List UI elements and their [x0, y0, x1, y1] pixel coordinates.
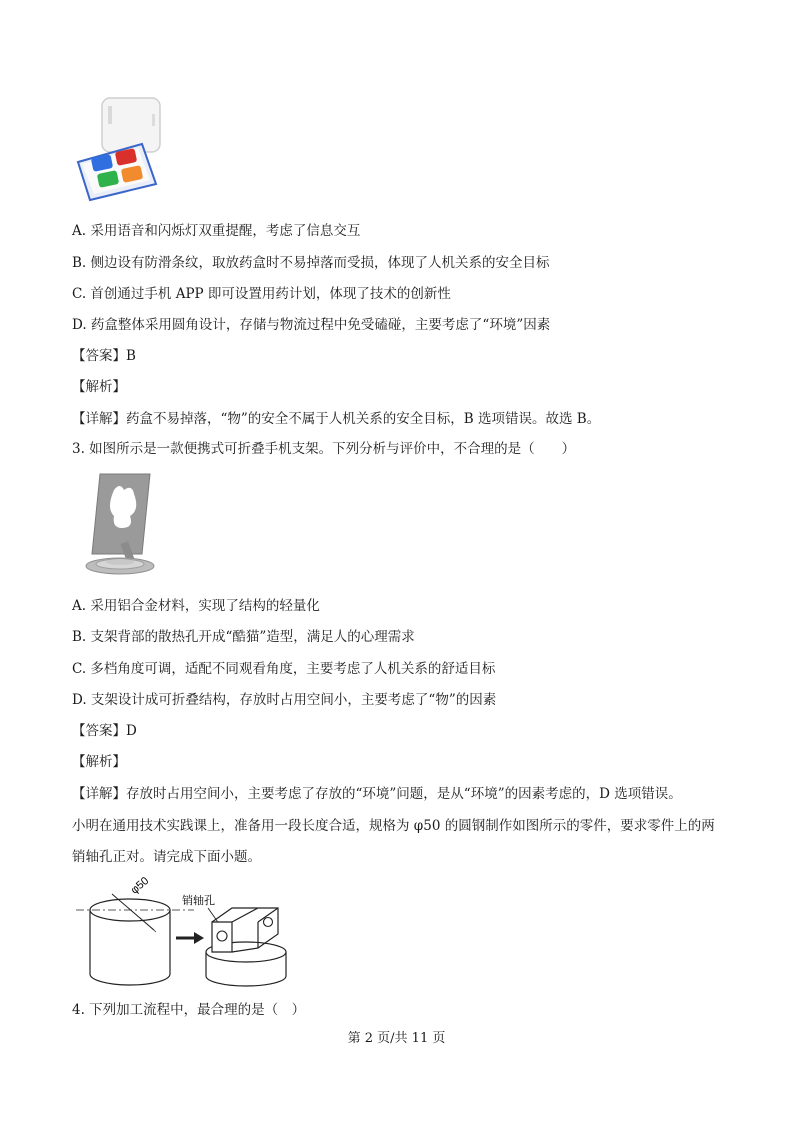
- q3-analysis-label: 【解析】: [72, 754, 126, 770]
- q3-option-c: C. 多档角度可调，适配不同观看角度，主要考虑了人机关系的舒适目标: [72, 661, 496, 677]
- intro-line-1: 小明在通用技术实践课上，准备用一段长度合适，规格为 φ50 的圆钢制作如图所示的零件，要求零件上的两: [72, 818, 715, 834]
- q3-option-d: D. 支架设计成可折叠结构，存放时占用空间小，主要考虑了“物”的因素: [72, 692, 497, 708]
- q2-option-d: D. 药盒整体采用圆角设计，存储与物流过程中免受磕碰，主要考虑了“环境”因素: [72, 317, 551, 333]
- page-footer: 第 2 页/共 11 页: [347, 1031, 446, 1046]
- q3-option-a: A. 采用铝合金材料，实现了结构的轻量化: [72, 598, 320, 614]
- q2-option-b: B. 侧边设有防滑条纹，取放药盒时不易掉落而受损，体现了人机关系的安全目标: [72, 255, 550, 271]
- q2-analysis-label: 【解析】: [72, 379, 126, 395]
- part-drawing-figure: [72, 872, 292, 992]
- q3-option-b: B. 支架背部的散热孔开成“酷猫”造型，满足人的心理需求: [72, 629, 415, 645]
- phi-label: φ50: [128, 874, 152, 897]
- phone-stand-image: [78, 468, 160, 580]
- pin-hole-label: 销轴孔: [182, 895, 215, 907]
- q2-answer: 【答案】B: [72, 348, 136, 364]
- q4-stem: 4. 下列加工流程中，最合理的是（ ）: [72, 1002, 306, 1018]
- q2-option-c: C. 首创通过手机 APP 即可设置用药计划，体现了技术的创新性: [72, 286, 451, 302]
- q3-answer: 【答案】D: [72, 723, 137, 739]
- pill-box-image: [72, 92, 172, 202]
- q2-detail: 【详解】药盒不易掉落，“物”的安全不属于人机关系的安全目标，B 选项错误。故选 B。: [72, 411, 601, 427]
- q2-option-a: A. 采用语音和闪烁灯双重提醒，考虑了信息交互: [72, 223, 361, 239]
- q3-detail: 【详解】存放时占用空间小，主要考虑了存放的“环境”问题，是从“环境”的因素考虑的，D 选项错误。: [72, 786, 682, 802]
- intro-line-2: 销轴孔正对。请完成下面小题。: [72, 849, 261, 865]
- q3-stem: 3. 如图所示是一款便携式可折叠手机支架。下列分析与评价中，不合理的是（ ）: [72, 441, 576, 457]
